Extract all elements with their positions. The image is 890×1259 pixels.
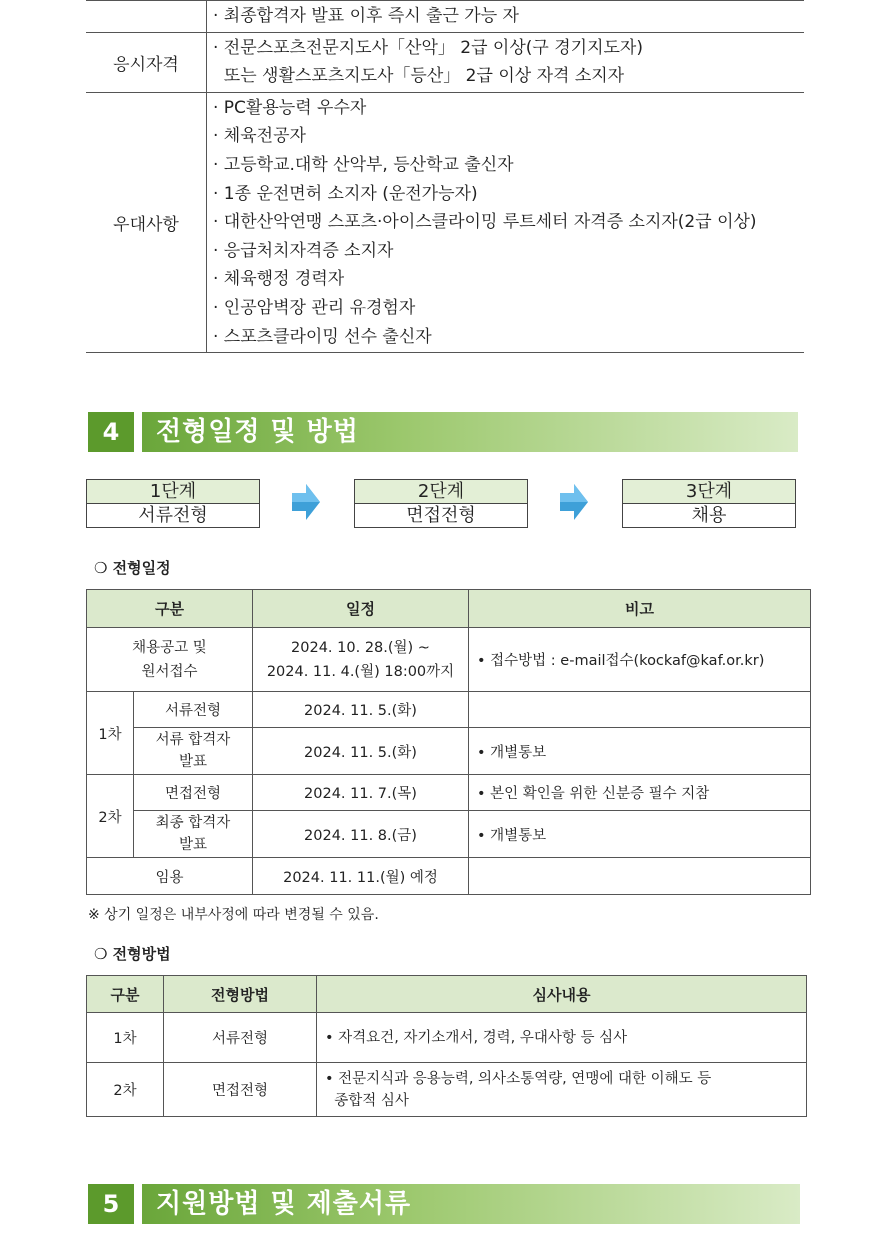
arrow-right-icon — [560, 484, 588, 520]
schedule-date: 2024. 11. 5.(화) — [253, 728, 469, 775]
header-cell: 심사내용 — [317, 976, 807, 1013]
schedule-note: • 개별통보 — [469, 728, 811, 775]
preference-line: · 대한산악연맹 스포츠·아이스클라이밍 루트세터 자격증 소지자(2급 이상) — [213, 212, 757, 233]
preference-line: · PC활용능력 우수자 — [213, 97, 367, 118]
header-cell: 전형방법 — [164, 976, 317, 1013]
schedule-date: 2024. 11. 8.(금) — [253, 811, 469, 858]
qualification-table — [86, 0, 804, 353]
stage-step: 3단계 — [623, 480, 795, 504]
preference-line: · 1종 운전면허 소지자 (운전가능자) — [213, 183, 478, 204]
method-type: 면접전형 — [164, 1063, 317, 1117]
sub-label: 서류 합격자 — [155, 732, 231, 748]
stage-name: 채용 — [623, 504, 795, 527]
section-number: 4 — [88, 412, 134, 452]
eligibility-line: · 전문스포츠전문지도사「산악」 2급 이상(구 경기지도자) — [213, 37, 643, 58]
method-content: • 자격요건, 자기소개서, 경력, 우대사항 등 심사 — [325, 1029, 628, 1046]
recruit-label: 채용공고 및 — [132, 639, 207, 656]
stage-box — [86, 479, 260, 528]
section-5-header — [88, 1184, 800, 1224]
qual-label-empty — [86, 1, 207, 33]
method-table — [86, 975, 807, 1117]
preference-label: 우대사항 — [86, 92, 207, 352]
method-type: 서류전형 — [164, 1013, 317, 1063]
hire-date: 2024. 11. 11.(월) 예정 — [253, 858, 469, 895]
preference-line: · 고등학교.대학 산악부, 등산학교 출신자 — [213, 154, 514, 175]
recruit-date: 2024. 11. 4.(월) 18:00까지 — [266, 663, 455, 680]
preference-line: · 체육행정 경력자 — [213, 269, 345, 290]
round-label: 1차 — [87, 692, 134, 775]
recruit-label: 원서접수 — [141, 663, 198, 680]
stage-name: 면접전형 — [355, 504, 527, 527]
stage-step: 1단계 — [87, 480, 259, 504]
sub-label: 서류전형 — [134, 692, 253, 728]
section-title: 전형일정 및 방법 — [142, 412, 798, 452]
schedule-heading: ❍ 전형일정 — [94, 559, 171, 577]
method-content: 종합적 심사 — [325, 1092, 409, 1109]
arrow-right-icon — [292, 484, 320, 520]
round-label: 2차 — [87, 775, 134, 858]
section-4-header — [88, 412, 798, 452]
header-cell: 구분 — [87, 590, 253, 628]
preference-line: · 스포츠클라이밍 선수 출신자 — [213, 326, 432, 347]
stage-name: 서류전형 — [87, 504, 259, 527]
method-round: 2차 — [87, 1063, 164, 1117]
stage-box — [354, 479, 528, 528]
sub-label: 발표 — [178, 754, 207, 770]
sub-label: 발표 — [178, 837, 207, 853]
preference-line: · 응급처치자격증 소지자 — [213, 240, 394, 261]
eligibility-line: 또는 생활스포츠지도사「등산」 2급 이상 자격 소지자 — [213, 66, 625, 87]
method-round: 1차 — [87, 1013, 164, 1063]
recruit-note: • 접수방법 : e-mail접수(kockaf@kaf.or.kr) — [469, 628, 811, 692]
section-number: 5 — [88, 1184, 134, 1224]
header-cell: 비고 — [469, 590, 811, 628]
sub-label: 면접전형 — [134, 775, 253, 811]
schedule-footnote: ※ 상기 일정은 내부사정에 따라 변경될 수 있음. — [88, 907, 379, 923]
eligibility-label: 응시자격 — [86, 32, 207, 92]
header-cell: 일정 — [253, 590, 469, 628]
recruit-date: 2024. 10. 28.(월) ~ — [291, 639, 430, 656]
schedule-note: • 개별통보 — [469, 811, 811, 858]
schedule-table — [86, 589, 811, 895]
header-cell: 구분 — [87, 976, 164, 1013]
stage-step: 2단계 — [355, 480, 527, 504]
section-title: 지원방법 및 제출서류 — [142, 1184, 800, 1224]
qual-top-line: · 최종합격자 발표 이후 즉시 출근 가능 자 — [213, 6, 519, 26]
schedule-date: 2024. 11. 5.(화) — [253, 692, 469, 728]
method-heading: ❍ 전형방법 — [94, 945, 171, 963]
preference-line: · 체육전공자 — [213, 126, 306, 147]
schedule-note — [469, 692, 811, 728]
stage-box — [622, 479, 796, 528]
hire-label: 임용 — [87, 858, 253, 895]
schedule-note: • 본인 확인을 위한 신분증 필수 지참 — [469, 775, 811, 811]
hire-note — [469, 858, 811, 895]
sub-label: 최종 합격자 — [155, 815, 231, 831]
preference-line: · 인공암벽장 관리 유경험자 — [213, 297, 416, 318]
method-content: • 전문지식과 응용능력, 의사소통역량, 연맹에 대한 이해도 등 — [325, 1070, 712, 1087]
schedule-date: 2024. 11. 7.(목) — [253, 775, 469, 811]
